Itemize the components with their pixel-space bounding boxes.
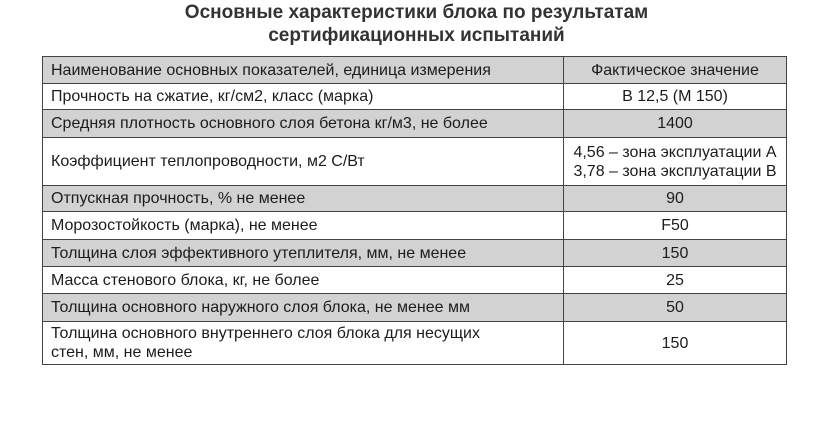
table-row xyxy=(43,240,787,267)
row-name-cell: Масса стенового блока, кг, не более xyxy=(43,267,564,294)
row-name-cell: Прочность на сжатие, кг/см2, класс (марка) xyxy=(43,84,564,110)
table-row xyxy=(43,322,787,365)
row-value-cell: 1400 xyxy=(564,110,787,138)
specifications-table xyxy=(42,56,787,365)
row-value-cell: 90 xyxy=(564,186,787,212)
table-row xyxy=(43,294,787,322)
row-name-line: стен, мм, не менее xyxy=(51,344,193,361)
title-line-1: Основные характеристики блока по результатам xyxy=(184,2,649,23)
row-value-cell: В 12,5 (М 150) xyxy=(564,84,787,110)
row-name-line: Толщина основного внутреннего слоя блока для несущих xyxy=(51,325,480,342)
table-header-row xyxy=(43,57,787,84)
table-row xyxy=(43,186,787,212)
row-value-cell: F50 xyxy=(564,212,787,240)
row-value-line: 3,78 – зона эксплуатации В xyxy=(573,162,777,180)
row-value-cell: 50 xyxy=(564,294,787,322)
row-value-cell: 150 xyxy=(564,240,787,267)
header-value-cell: Фактическое значение xyxy=(564,57,787,84)
row-name-cell: Средняя плотность основного слоя бетона кг/м3, не более xyxy=(43,110,564,138)
row-name-cell: Толщина основного наружного слоя блока, не менее мм xyxy=(43,294,564,322)
table-row xyxy=(43,110,787,138)
table-row xyxy=(43,84,787,110)
title-line-2: сертификационных испытаний xyxy=(268,25,565,46)
row-name-cell: Отпускная прочность, % не менее xyxy=(43,186,564,212)
row-value-cell xyxy=(564,138,787,186)
table-row xyxy=(43,212,787,240)
row-name-cell: Толщина слоя эффективного утеплителя, мм, не менее xyxy=(43,240,564,267)
header-name-cell: Наименование основных показателей, единица измерения xyxy=(43,57,564,84)
table-row xyxy=(43,138,787,186)
page-title xyxy=(0,1,833,47)
row-value-cell: 25 xyxy=(564,267,787,294)
row-name-cell xyxy=(43,322,564,365)
row-value-cell: 150 xyxy=(564,322,787,365)
row-name-cell: Коэффициент теплопроводности, м2 С/Вт xyxy=(43,138,564,186)
row-value-line: 4,56 – зона эксплуатации А xyxy=(573,143,777,161)
table-row xyxy=(43,267,787,294)
row-name-cell: Морозостойкость (марка), не менее xyxy=(43,212,564,240)
